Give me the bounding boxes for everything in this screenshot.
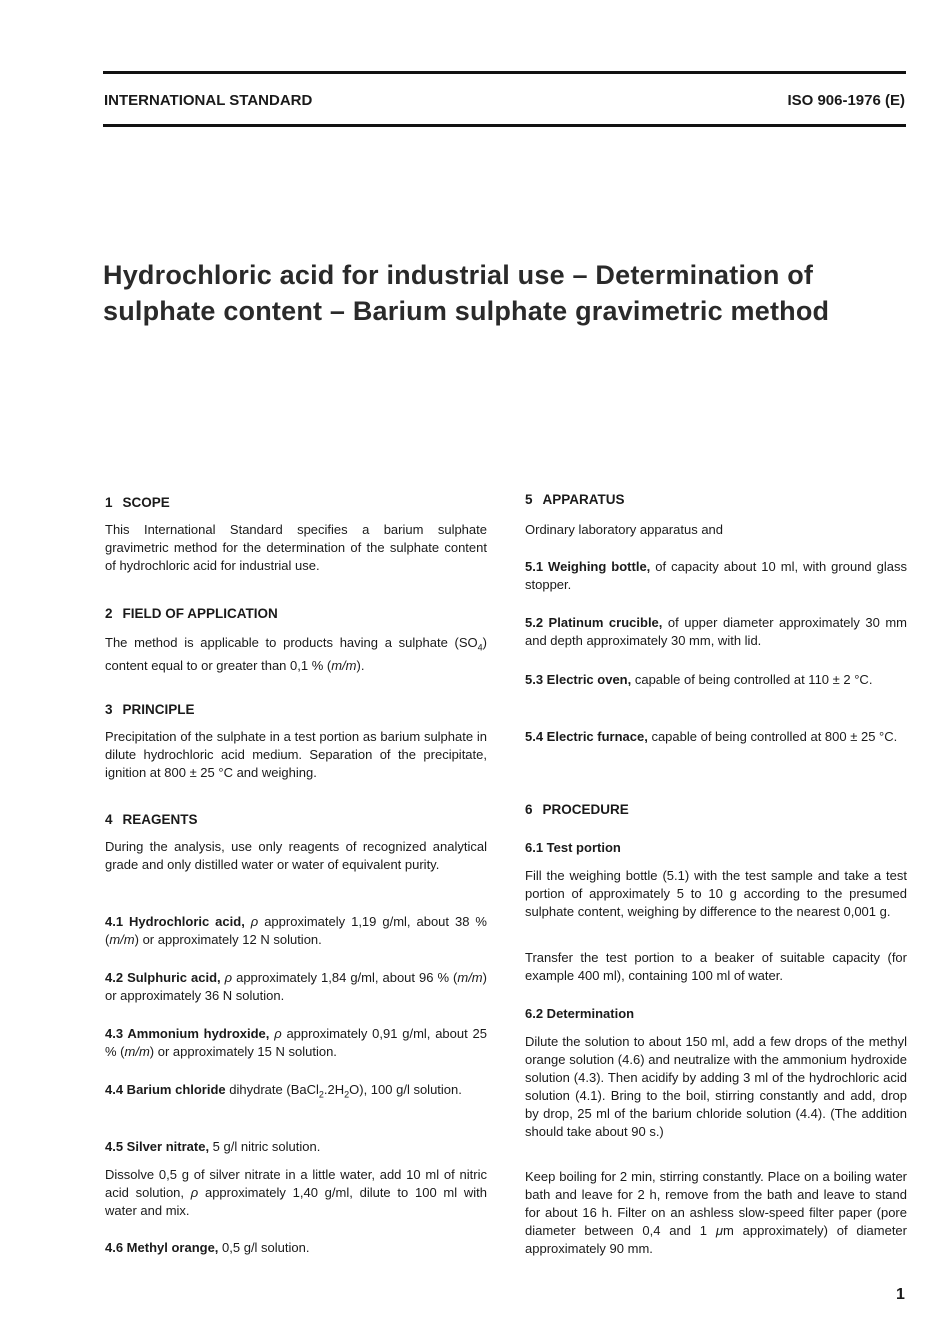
section-heading	[105, 811, 487, 829]
text-run: m approximately) of diameter approximately 90 mm.	[525, 1223, 907, 1256]
text-run: 2	[344, 1089, 350, 1100]
section-number: 2	[105, 606, 113, 621]
text-run: μ	[715, 1223, 723, 1238]
text-run: Dilute the solution to about 150 ml, add a few drops of the methyl orange solution (4.6) and neutralize with the ammonium hydroxide solution (4.3). Then acidify by adding 3 ml of the hydrochloric acid solution (4.1). Bring to the boil, stirring constantly and add, drop by drop, 25 ml of the barium chloride solution (4.4). (The addition should take about 90 s.)	[525, 1034, 907, 1139]
paragraph	[105, 1166, 487, 1220]
text-run: Ordinary laboratory apparatus and	[525, 522, 724, 537]
text-run: capable of being controlled at 800 ± 25 °C.	[647, 729, 898, 744]
text-run: 4	[477, 642, 483, 653]
text-run: 4.5 Silver nitrate,	[105, 1139, 210, 1154]
paragraph	[105, 1138, 487, 1156]
header-top-rule	[103, 71, 906, 74]
text-run: m/m	[109, 932, 135, 947]
text-run: 0,5 g/l solution.	[218, 1240, 310, 1255]
text-run: 5 g/l nitric solution.	[209, 1139, 321, 1154]
text-run: 4.6 Methyl orange,	[105, 1240, 219, 1255]
text-run: ) or approximately 15 N solution.	[149, 1044, 337, 1059]
paragraph	[525, 521, 907, 539]
text-run: .2H	[323, 1082, 345, 1097]
text-run: m/m	[124, 1044, 150, 1059]
text-run: Precipitation of the sulphate in a test portion as barium sulphate in dilute hydrochloric acid medium. Separation of the precipitate, ignition at 800 ± 25 °C and weighing.	[105, 729, 487, 780]
section-number: 4	[105, 812, 113, 827]
paragraph	[105, 1025, 487, 1061]
text-run: Dissolve 0,5 g of silver nitrate in a little water, add 10 ml of nitric acid solution,	[105, 1167, 487, 1200]
section-title: APPARATUS	[542, 492, 625, 507]
header-bottom-rule	[103, 124, 906, 127]
section-heading	[525, 491, 907, 509]
paragraph	[105, 1081, 487, 1104]
paragraph	[105, 521, 487, 575]
text-run: ).	[356, 657, 365, 673]
text-run: 4.2 Sulphuric acid,	[105, 970, 221, 985]
text-run: The method is applicable to products having a sulphate (SO	[105, 635, 478, 650]
paragraph	[525, 867, 907, 921]
text-run: 4.4 Barium chloride	[105, 1082, 226, 1097]
paragraph	[105, 913, 487, 949]
paragraph	[525, 558, 907, 594]
paragraph	[525, 614, 907, 650]
text-run: This International Standard specifies a barium sulphate gravimetric method for the determination of the sulphate content of hydrochloric acid for industrial use.	[105, 522, 487, 573]
text-run: approximately 0,91 g/ml, about 25 % (	[105, 1026, 487, 1059]
section-number: 6	[525, 802, 533, 817]
text-run: 2	[318, 1089, 324, 1100]
text-run: 5.3 Electric oven,	[525, 672, 632, 687]
text-run: approximately 1,19 g/ml, about 38 % (	[105, 914, 487, 947]
text-run: ρ	[190, 1185, 199, 1200]
text-run: 5.2 Platinum crucible,	[525, 615, 663, 630]
text-run: ρ	[274, 1026, 282, 1041]
text-run: m/m	[457, 970, 483, 985]
text-run: dihydrate (BaCl	[225, 1082, 319, 1097]
paragraph	[525, 1033, 907, 1141]
page-number: 1	[896, 1286, 905, 1303]
paragraph	[525, 1005, 907, 1023]
text-run: 4.1 Hydrochloric acid,	[105, 914, 245, 929]
section-heading	[105, 605, 487, 623]
text-run: 6.1 Test portion	[525, 840, 621, 855]
section-heading	[105, 494, 487, 512]
paragraph	[105, 1239, 487, 1257]
text-run: approximately 1,84 g/ml, about 96 % (	[232, 970, 458, 985]
text-run: m/m	[331, 657, 357, 673]
text-run: 5.4 Electric furnace,	[525, 729, 648, 744]
paragraph	[105, 634, 487, 675]
paragraph	[525, 1168, 907, 1258]
section-title: SCOPE	[122, 495, 170, 510]
document-title-line-1: Hydrochloric acid for industrial use – Determination of	[103, 260, 814, 290]
text-run: 5.1 Weighing bottle,	[525, 559, 651, 574]
text-run: ) or approximately 36 N solution.	[105, 970, 487, 1003]
paragraph	[105, 838, 487, 874]
text-run: of capacity about 10 ml, with ground glass stopper.	[525, 559, 907, 592]
paragraph	[525, 949, 907, 985]
section-title: PROCEDURE	[542, 802, 629, 817]
document-type: INTERNATIONAL STANDARD	[104, 92, 313, 109]
document-title-line-2: sulphate content – Barium sulphate gravimetric method	[103, 296, 830, 326]
text-run: Fill the weighing bottle (5.1) with the test sample and take a test portion of approximately 5 to 10 g according to the presumed sulphate content, weighing by difference to the nearest 0,001 g.	[525, 868, 907, 919]
text-run: ) content equal to or greater than 0,1 % (	[105, 635, 487, 673]
paragraph	[105, 728, 487, 782]
text-run: ρ	[250, 914, 259, 929]
text-run: O), 100 g/l solution.	[349, 1082, 462, 1097]
paragraph	[525, 728, 907, 746]
text-run: During the analysis, use only reagents of recognized analytical grade and only distilled water or water of equivalent purity.	[105, 839, 487, 872]
text-run: Keep boiling for 2 min, stirring constantly. Place on a boiling water bath and leave for 2 h, remove from the bath and leave to stand for about 16 h. Filter on an ashless slow-speed filter paper (pore diameter between 0,4 and 1	[525, 1169, 907, 1238]
section-number: 1	[105, 495, 113, 510]
text-run: capable of being controlled at 110 ± 2 °C.	[631, 672, 873, 687]
text-run: ) or approximately 12 N solution.	[134, 932, 322, 947]
text-run: 4.3 Ammonium hydroxide,	[105, 1026, 270, 1041]
text-run: ρ	[224, 970, 233, 985]
section-title: PRINCIPLE	[122, 702, 195, 717]
standard-number: ISO 906-1976 (E)	[787, 92, 905, 109]
section-title: FIELD OF APPLICATION	[122, 606, 278, 621]
section-heading	[105, 701, 487, 719]
paragraph	[525, 839, 907, 857]
text-run: approximately 1,40 g/ml, dilute to 100 ml with water and mix.	[105, 1185, 487, 1218]
section-number: 3	[105, 702, 113, 717]
text-run: of upper diameter approximately 30 mm and depth approximately 30 mm, with lid.	[525, 615, 908, 648]
section-number: 5	[525, 492, 533, 507]
text-run: Transfer the test portion to a beaker of suitable capacity (for example 400 ml), containing 100 ml of water.	[525, 950, 907, 983]
paragraph	[105, 969, 487, 1005]
text-run: 6.2 Determination	[525, 1006, 635, 1021]
section-title: REAGENTS	[122, 812, 198, 827]
paragraph	[525, 671, 907, 689]
section-heading	[525, 801, 907, 819]
